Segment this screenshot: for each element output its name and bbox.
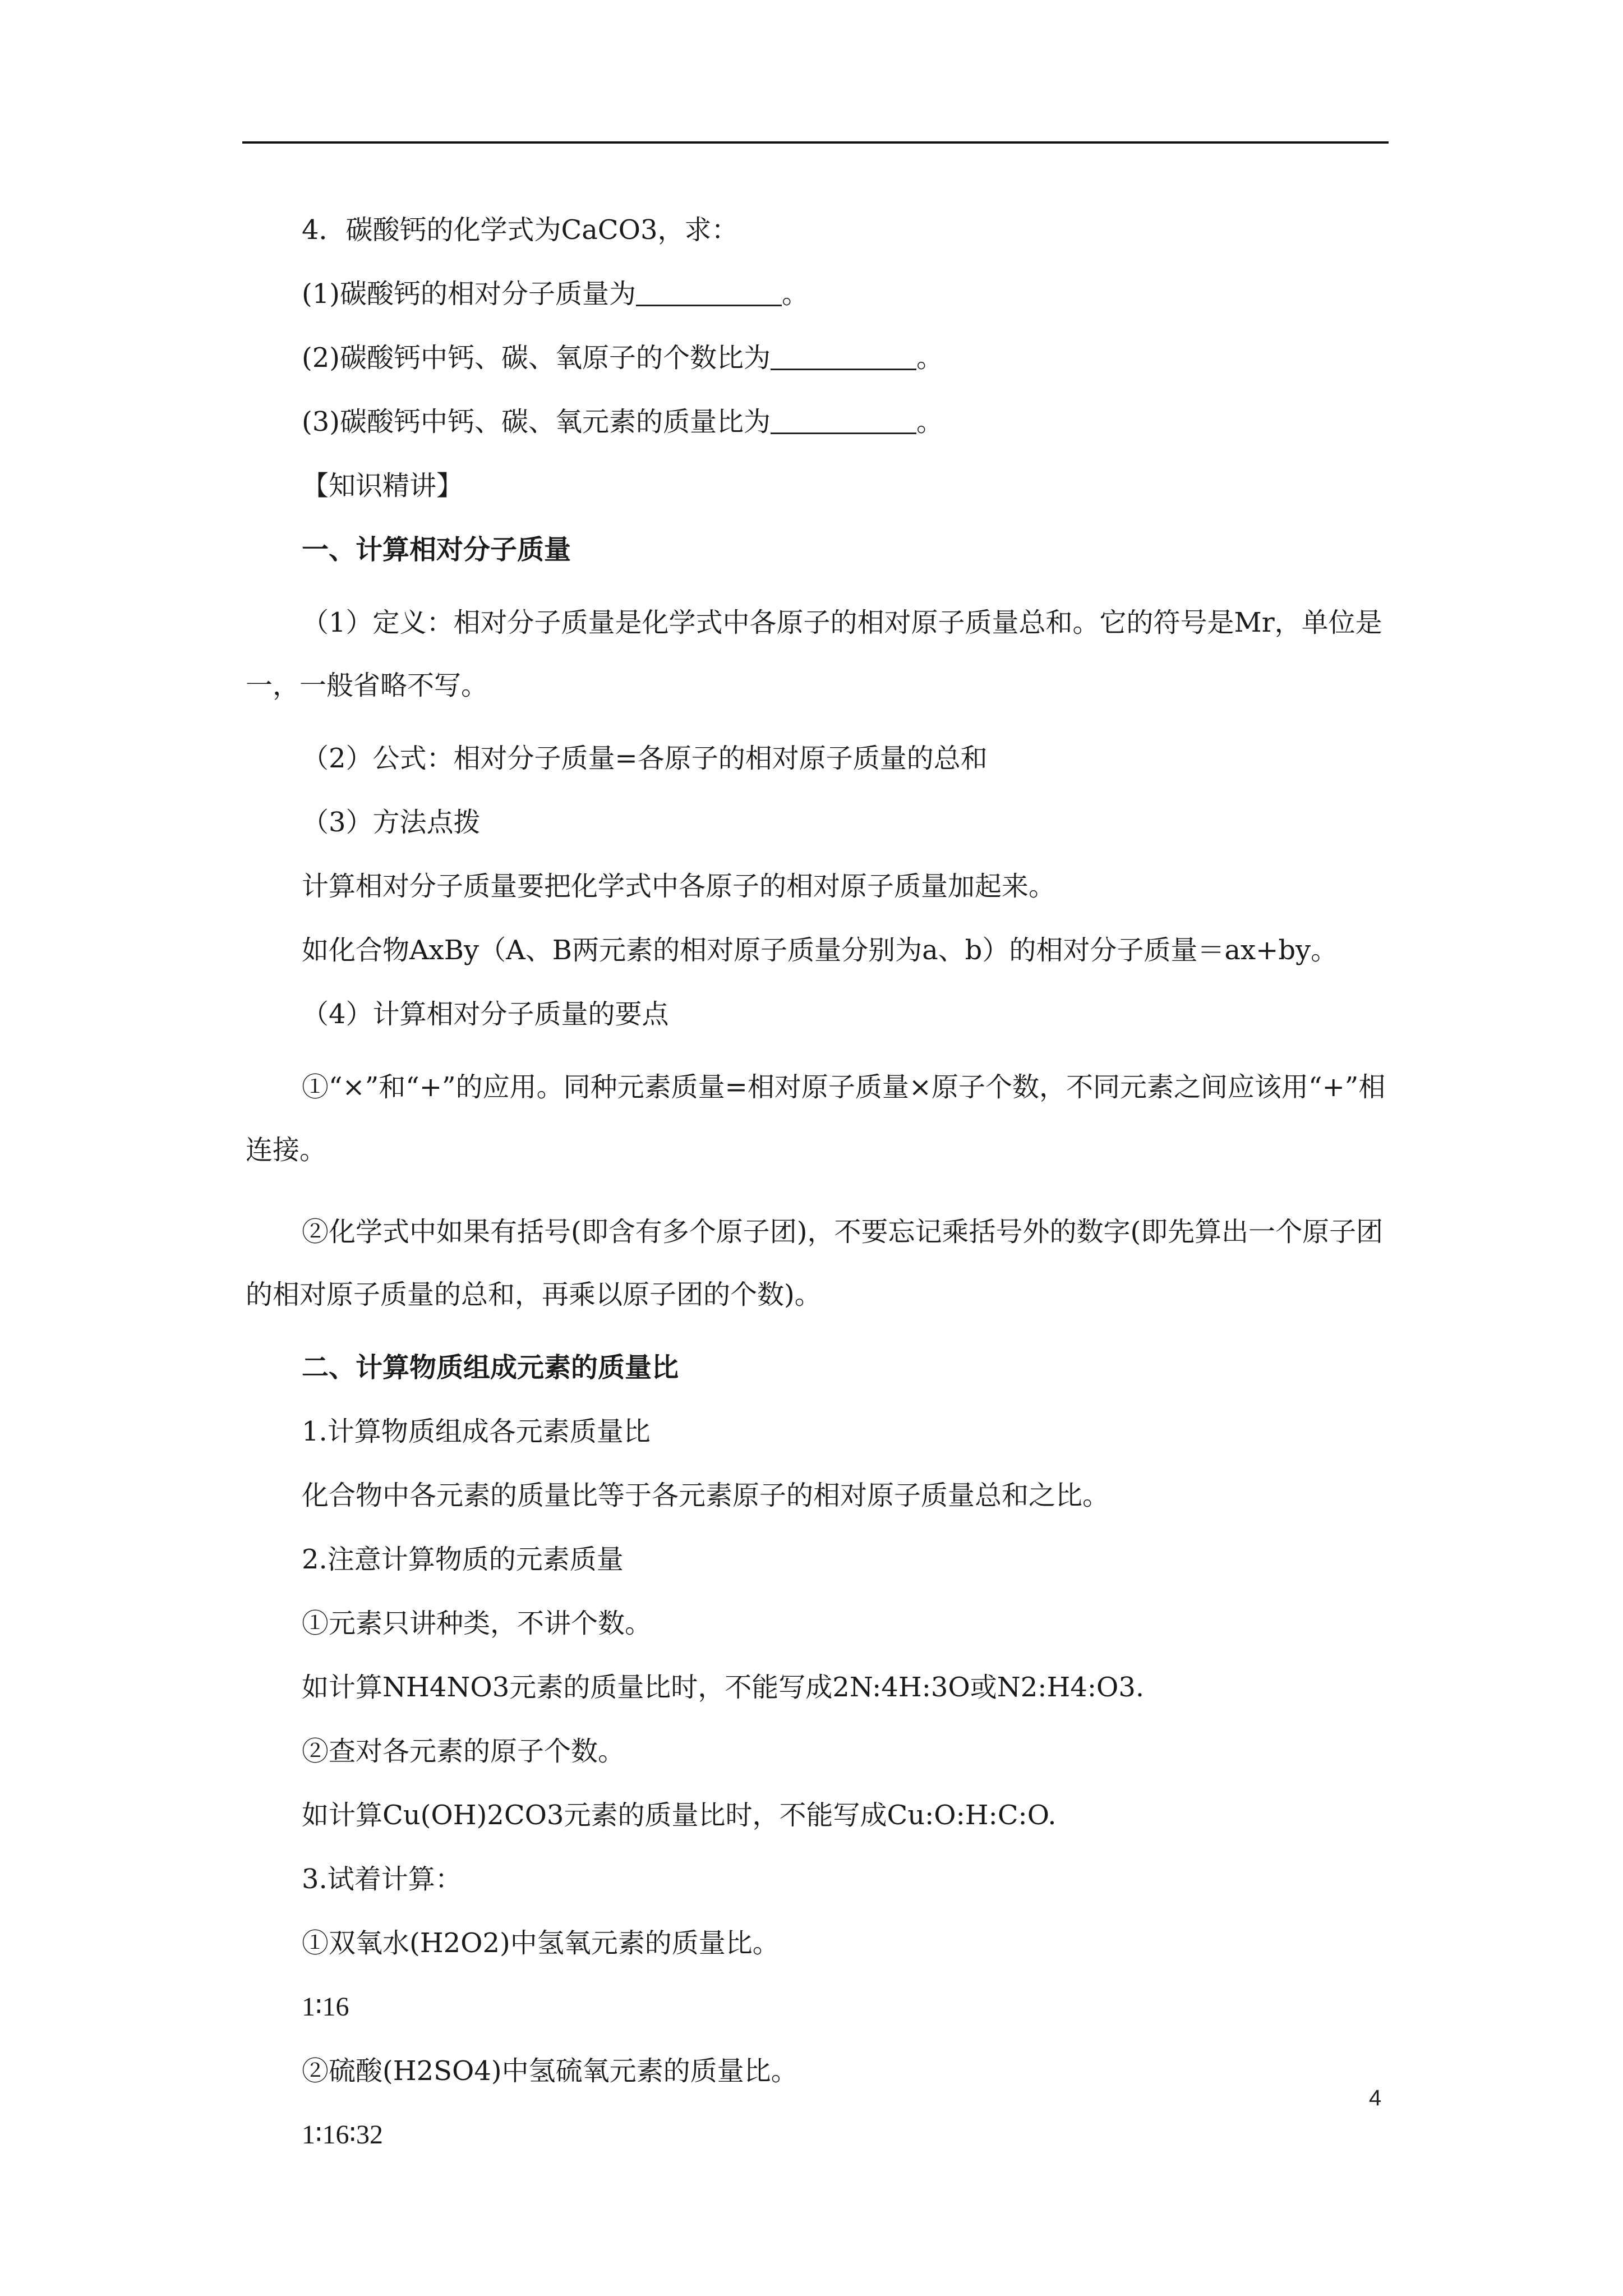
- section-2-note-2: ②查对各元素的原子个数。: [302, 1736, 625, 1767]
- section-1-definition: （1）定义：相对分子质量是化学式中各原子的相对原子质量总和。它的符号是Mr，单位是一，一般省略不写。: [246, 607, 1382, 701]
- section-2-note-1: ①元素只讲种类，不讲个数。: [302, 1608, 652, 1639]
- question-4-sub3: [246, 399, 1390, 463]
- knowledge-header: 【知识精讲】: [302, 470, 464, 501]
- question-4-sub1-text: (1)碳酸钙的相对分子质量为: [302, 278, 636, 310]
- section-2-note-1-example: 如计算NH4NO3元素的质量比时，不能写成2N:4H:3O或N2:H4:O3.: [302, 1672, 1145, 1703]
- page-number: 4: [1369, 2086, 1382, 2110]
- document-body: [246, 208, 1390, 2177]
- section-1-point-2: ②化学式中如果有括号(即含有多个原子团)，不要忘记乘括号外的数字(即先算出一个原子团的相对原子质量的总和，再乘以原子团的个数)。: [246, 1216, 1384, 1310]
- answer-blank-3[interactable]: [771, 403, 916, 434]
- section-1-method: （3）方法点拨: [302, 807, 481, 838]
- question-4-sub2-text: (2)碳酸钙中钙、碳、氧原子的个数比为: [302, 342, 771, 374]
- section-1-title: 一、计算相对分子质量: [302, 534, 571, 565]
- section-2-item-1-text: 化合物中各元素的质量比等于各元素原子的相对原子质量总和之比。: [302, 1480, 1110, 1511]
- section-2-calc-2-answer: 1∶16∶32: [302, 2120, 383, 2150]
- question-4-sub3-text: (3)碳酸钙中钙、碳、氧元素的质量比为: [302, 406, 771, 438]
- section-1-formula: （2）公式：相对分子质量=各原子的相对原子质量的总和: [302, 743, 988, 774]
- answer-blank-1[interactable]: [636, 275, 782, 306]
- question-4-sub1: [246, 272, 1390, 335]
- question-4-sub3-end: 。: [916, 406, 944, 438]
- section-1-method-line-1: 计算相对分子质量要把化学式中各原子的相对原子质量加起来。: [302, 871, 1056, 902]
- section-1-key-points: （4）计算相对分子质量的要点: [302, 999, 669, 1030]
- section-2-calc-2: ②硫酸(H2SO4)中氢硫氧元素的质量比。: [302, 2055, 798, 2087]
- section-2-item-2-title: 2.注意计算物质的元素质量: [302, 1544, 624, 1575]
- question-4-title: 4．碳酸钙的化学式为CaCO3，求：: [302, 214, 739, 246]
- section-2-item-1-title: 1.计算物质组成各元素质量比: [302, 1416, 651, 1447]
- section-2-title: 二、计算物质组成元素的质量比: [302, 1352, 679, 1383]
- question-4-sub2-end: 。: [916, 342, 944, 374]
- section-2-item-3-title: 3.试着计算：: [302, 1864, 462, 1895]
- question-4-sub2: [246, 335, 1390, 399]
- question-4-sub1-end: 。: [782, 278, 809, 310]
- header-rule: [242, 141, 1389, 144]
- section-1-point-1: ①“×”和“+”的应用。同种元素质量=相对原子质量×原子个数，不同元素之间应该用“+”相连接。: [246, 1071, 1386, 1166]
- section-1-method-line-2: 如化合物AxBy（A、B两元素的相对原子质量分别为a、b）的相对分子质量＝ax+by。: [302, 935, 1338, 966]
- answer-blank-2[interactable]: [771, 339, 916, 370]
- section-2-calc-1: ①双氧水(H2O2)中氢氧元素的质量比。: [302, 1927, 780, 1959]
- section-2-calc-1-answer: 1∶16: [302, 1992, 349, 2022]
- section-2-note-2-example: 如计算Cu(OH)2CO3元素的质量比时，不能写成Cu:O:H:C:O.: [302, 1800, 1057, 1831]
